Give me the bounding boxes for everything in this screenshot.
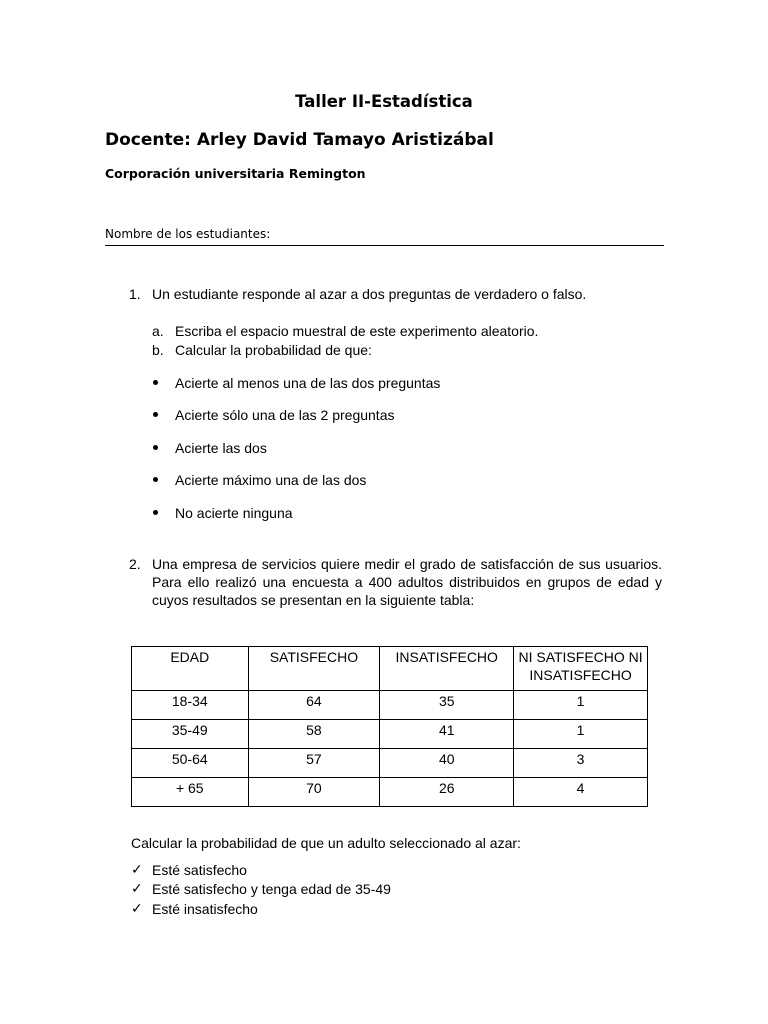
- table-cell: 1: [514, 720, 648, 749]
- table-header-cell: INSATISFECHO: [380, 647, 514, 691]
- check-item: Esté satisfecho: [152, 862, 247, 878]
- table-cell: 40: [380, 749, 514, 778]
- sub-item-b-marker: b.: [152, 342, 164, 358]
- table-cell: + 65: [132, 778, 249, 807]
- bullet-icon: [153, 445, 158, 450]
- table-header-cell: SATISFECHO: [248, 647, 380, 691]
- table-row: [132, 778, 648, 807]
- question-2-number: 2.: [129, 556, 141, 572]
- bullet-icon: [153, 380, 158, 385]
- table-cell: 41: [380, 720, 514, 749]
- students-name-label: Nombre de los estudiantes:: [105, 227, 271, 241]
- table-row: [132, 720, 648, 749]
- institution-name: Corporación universitaria Remington: [105, 166, 366, 181]
- table-cell: 58: [248, 720, 380, 749]
- bullet-icon: [153, 412, 158, 417]
- bullet-item: Acierte sólo una de las 2 preguntas: [175, 407, 395, 423]
- document-title: Taller II-Estadística: [295, 92, 473, 111]
- table-cell: 57: [248, 749, 380, 778]
- table-header-row: [132, 647, 648, 691]
- table-cell: 50-64: [132, 749, 249, 778]
- table-cell: 1: [514, 691, 648, 720]
- students-name-line: [105, 245, 664, 246]
- table-cell: 35: [380, 691, 514, 720]
- check-icon: ✓: [131, 901, 143, 917]
- check-item: Esté insatisfecho: [152, 901, 258, 917]
- question-2-text: Una empresa de servicios quiere medir el grado de satisfacción de sus usuarios. Para ello realizó una encuesta a 400 adultos distribuidos en grupos de edad y cuyos resultados se presentan en la siguiente tabla:: [152, 556, 662, 608]
- bullet-item: Acierte máximo una de las dos: [175, 472, 367, 488]
- table-cell: 70: [248, 778, 380, 807]
- table-row: [132, 749, 648, 778]
- table-cell: 26: [380, 778, 514, 807]
- table-cell: 18-34: [132, 691, 249, 720]
- check-item: Esté satisfecho y tenga edad de 35-49: [152, 881, 391, 897]
- table-cell: 4: [514, 778, 648, 807]
- sub-item-a-marker: a.: [152, 323, 164, 339]
- table-cell: 35-49: [132, 720, 249, 749]
- teacher-name: Docente: Arley David Tamayo Aristizábal: [105, 130, 494, 150]
- question-1-number: 1.: [129, 286, 141, 302]
- table-cell: 3: [514, 749, 648, 778]
- check-icon: ✓: [131, 881, 143, 897]
- table-row: [132, 691, 648, 720]
- question-1-text: Un estudiante responde al azar a dos preguntas de verdadero o falso.: [152, 286, 587, 302]
- sub-item-b-text: Calcular la probabilidad de que:: [175, 342, 372, 358]
- bullet-item: No acierte ninguna: [175, 505, 293, 521]
- sub-item-a-text: Escriba el espacio muestral de este experimento aleatorio.: [175, 323, 539, 339]
- survey-table: [131, 646, 648, 807]
- question-2-prompt: Calcular la probabilidad de que un adulto seleccionado al azar:: [131, 835, 521, 851]
- table-cell: 64: [248, 691, 380, 720]
- bullet-item: Acierte las dos: [175, 440, 267, 456]
- bullet-icon: [153, 510, 158, 515]
- check-icon: ✓: [131, 862, 143, 878]
- table-header-cell: EDAD: [132, 647, 249, 691]
- bullet-item: Acierte al menos una de las dos preguntas: [175, 375, 441, 391]
- table-header-cell: NI SATISFECHO NI INSATISFECHO: [514, 647, 648, 691]
- bullet-icon: [153, 477, 158, 482]
